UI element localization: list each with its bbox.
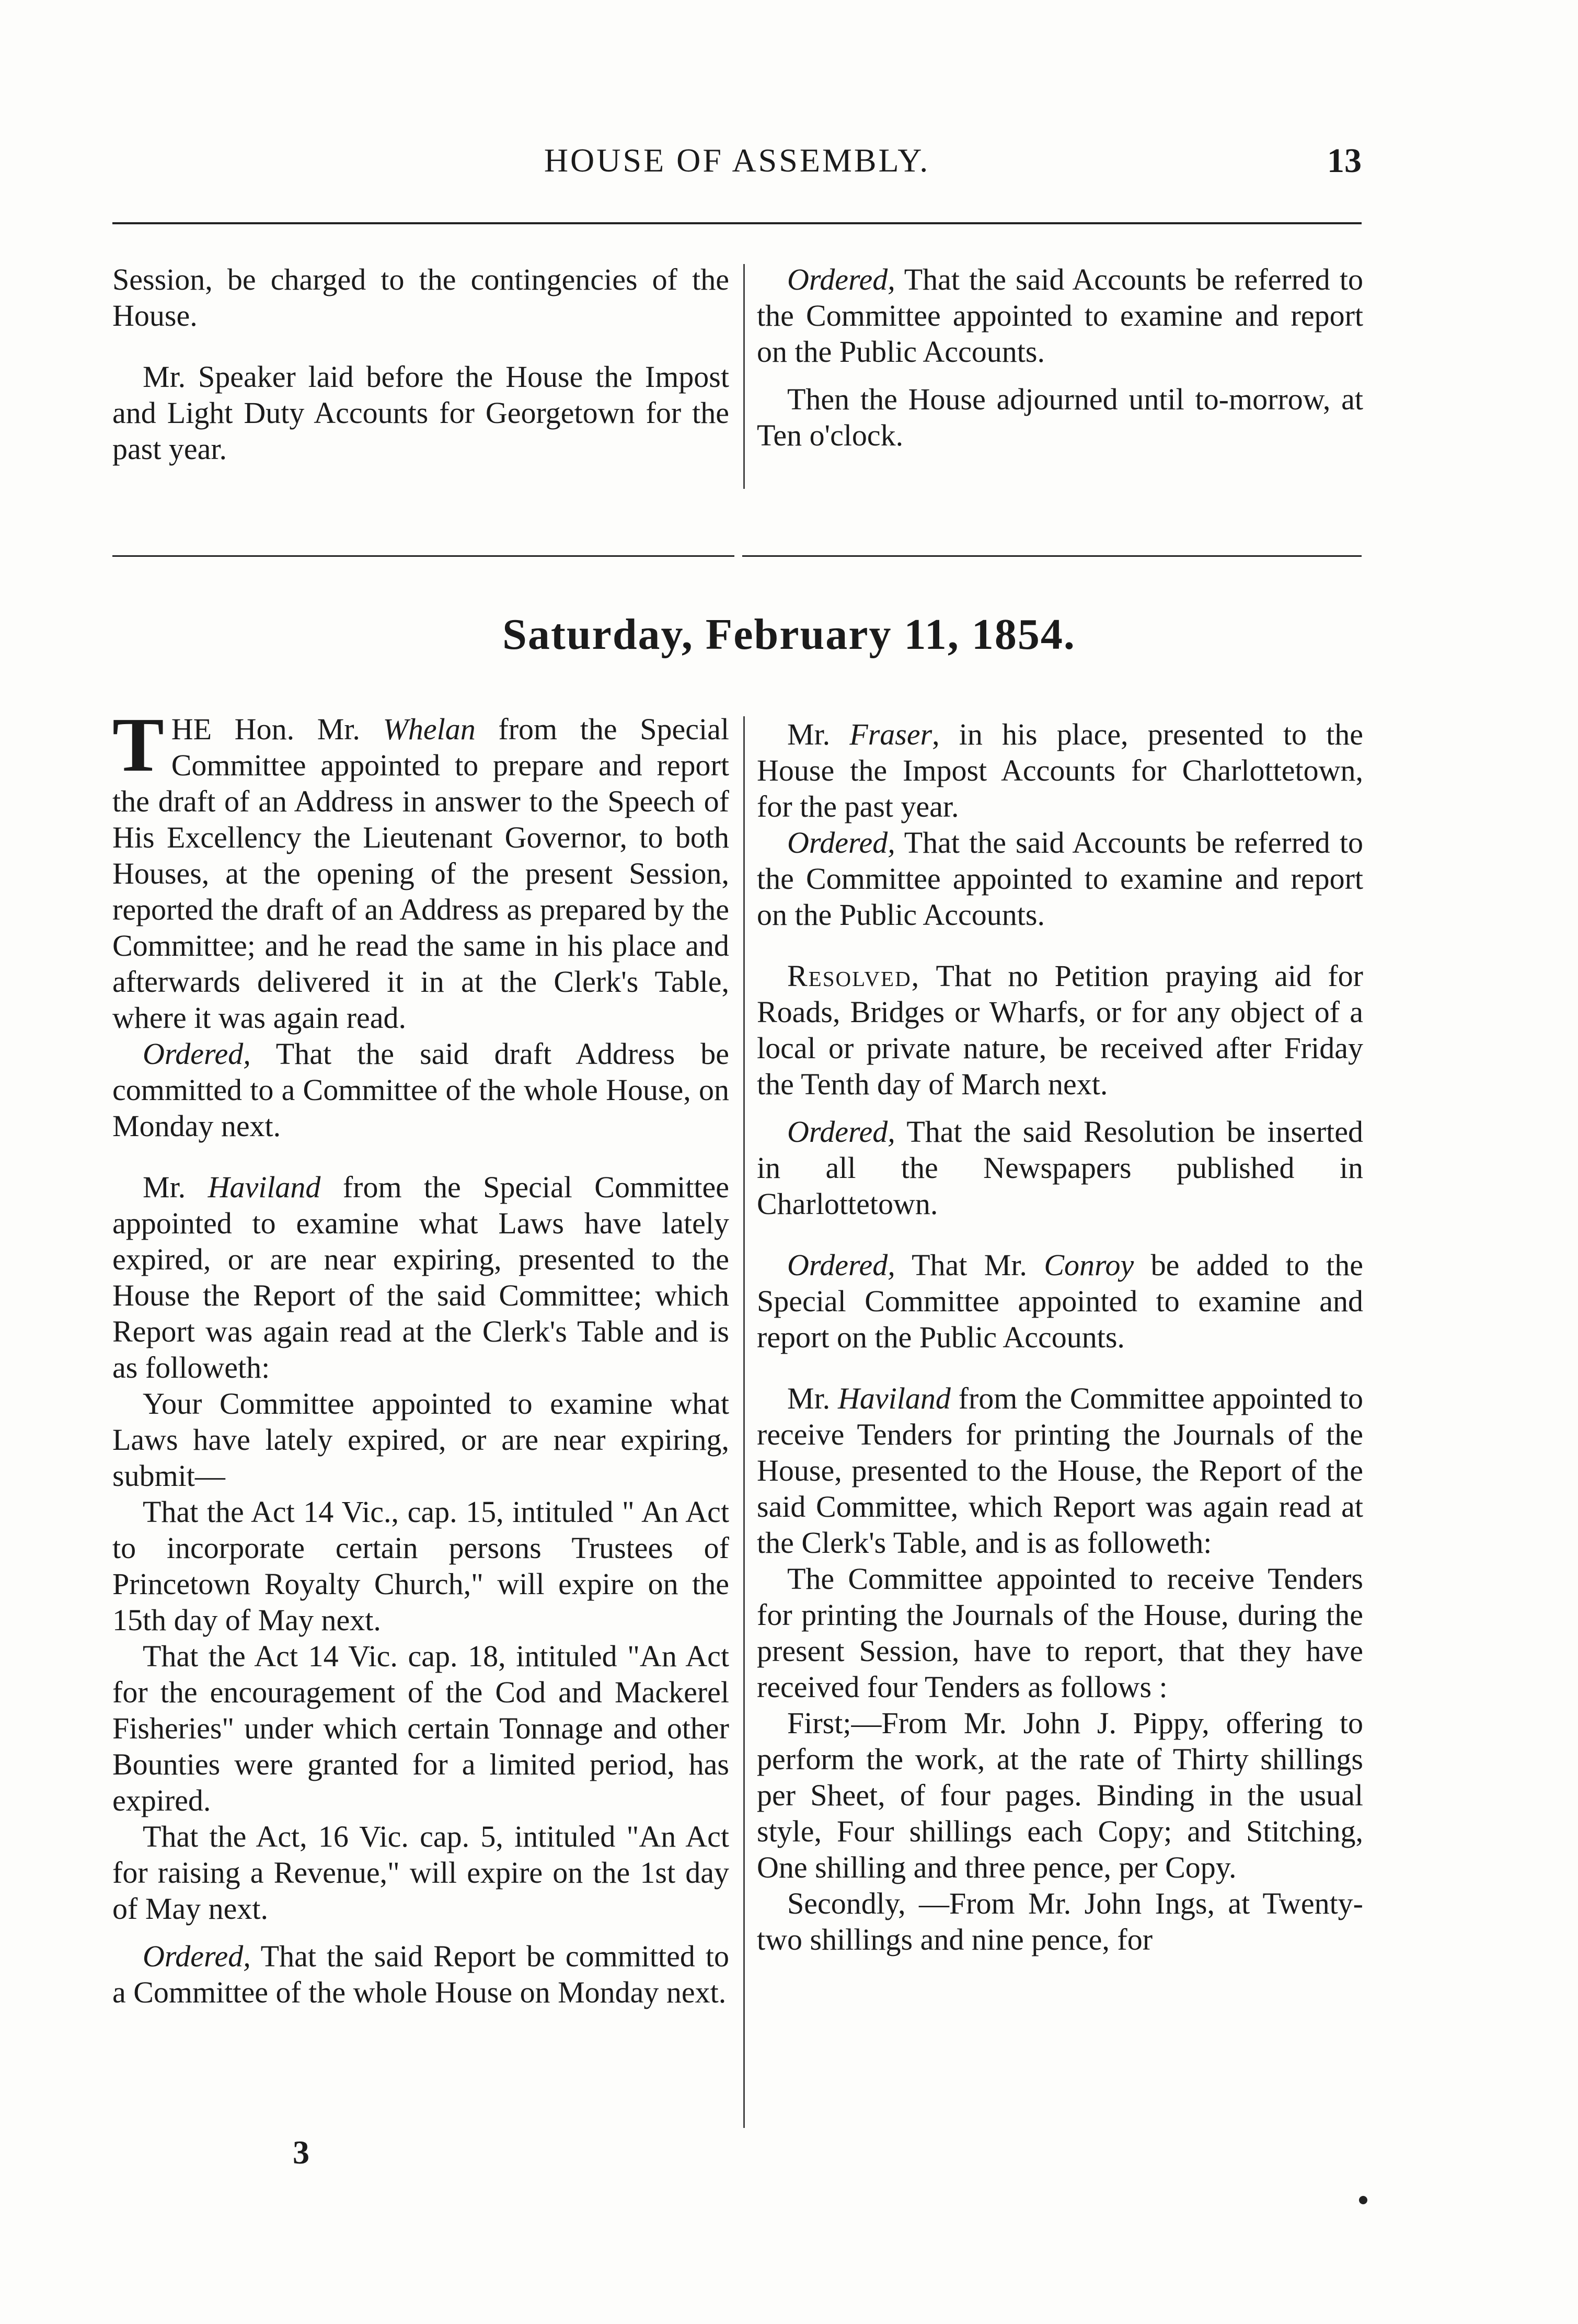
main-left-column xyxy=(112,702,730,2010)
tender-second: Secondly, —From Mr. John Ings, at Twenty-two shillings and nine pence, for xyxy=(757,1886,1363,1956)
text-run: HE Hon. Mr. xyxy=(171,712,383,746)
act-fisheries: That the Act 14 Vic. cap. 18, intituled "An Act for the encouragement of the Cod and Mackerel Fisheries" under which certain Tonnage and other Bounties were granted for a limited period, has expired. xyxy=(112,1639,729,1817)
ordered-text: That the said Accounts be referred to the Committee appointed to examine and report on the Public Accounts. xyxy=(757,826,1363,932)
top-left-column xyxy=(112,261,729,467)
act-revenue: That the Act, 16 Vic. cap. 5, intituled "An Act for raising a Revenue," will expire on the 1st day of May next. xyxy=(112,1819,729,1926)
ordered-text: That the said Resolution be inserted in all the Newspapers published in Charlottetown. xyxy=(757,1115,1363,1221)
address-report-text: from the Special Committee appointed to prepare and report the draft of an Address in answer to the Speech of His Excellency the Lieutenant Governor, to both Houses, at the opening of the present Session, reported the draft of an Address as prepared by the Committee; and he read the same in his place and afterwards delivered it in at the Clerk's Table, where it was again read. xyxy=(112,712,729,1035)
drop-cap: T xyxy=(112,702,164,788)
speaker-paragraph: Mr. Speaker laid before the House the Impost and Light Duty Accounts for Georgetown for the past year. xyxy=(112,360,729,466)
page-header xyxy=(112,141,1362,188)
adjourned-paragraph: Then the House adjourned until to-morrow, at Ten o'clock. xyxy=(757,382,1363,452)
ordered-text: That the said draft Address be committed to a Committee of the whole House, on Monday next. xyxy=(112,1037,729,1143)
member-name: Haviland xyxy=(837,1381,951,1415)
member-name: Conroy xyxy=(1044,1248,1134,1282)
ordered-label: Ordered, xyxy=(787,1115,895,1149)
tenders-report-text: from the Committee appointed to receive Tenders for printing the Journals of the House, presented to the House, the Report of the said Committee, which Report was again read at the Clerk's Table, and is as followeth: xyxy=(757,1381,1363,1560)
ordered-label: Ordered, xyxy=(787,1248,895,1282)
ordered-label: Ordered, xyxy=(143,1037,251,1071)
signature-mark: 3 xyxy=(293,2134,309,2171)
impost-text: , in his place, presented to the House the Impost Accounts for Charlottetown, for the past year. xyxy=(757,717,1363,823)
committee-submission: Your Committee appointed to examine what Laws have lately expired, or are near expiring, submit— xyxy=(112,1387,729,1493)
column-divider-main xyxy=(743,716,745,2128)
column-divider-top xyxy=(743,264,745,489)
member-name: Haviland xyxy=(208,1170,321,1204)
text-run: Mr. xyxy=(787,1381,838,1415)
header-rule xyxy=(112,222,1362,224)
member-name: Fraser xyxy=(849,717,932,751)
ordered-label: Ordered, xyxy=(787,826,895,860)
text-run: Mr. xyxy=(787,717,850,751)
laws-report-text: from the Special Committee appointed to examine what Laws have lately expired, or are near expiring, presented to the House the Report of the said Committee; which Report was again read at the Clerk's Table and is as followeth: xyxy=(112,1170,730,1384)
ordered-text: That the said Report be committed to a Committee of the whole House on Monday next. xyxy=(112,1939,729,2009)
running-title: HOUSE OF ASSEMBLY. xyxy=(544,142,930,179)
tender-first: First;—From Mr. John J. Pippy, offering to perform the work, at the rate of Thirty shillings per Sheet, of four pages. Binding in the usual style, Four shillings each Copy; and Stitching, One shilling and three pence, per Copy. xyxy=(757,1706,1363,1884)
continuation-paragraph: Session, be charged to the contingencies of the House. xyxy=(112,262,729,333)
ordered-text: be added to the Special Committee appointed to examine and report on the Public Accounts. xyxy=(757,1248,1363,1354)
text-run: That Mr. xyxy=(895,1248,1044,1282)
member-name: Whelan xyxy=(383,712,476,746)
ordered-label: Ordered, xyxy=(143,1939,251,1973)
ordered-label: Ordered, xyxy=(787,262,895,296)
page-number: 13 xyxy=(1327,142,1362,180)
section-rule-left xyxy=(112,555,734,557)
resolved-label: Resolved, xyxy=(787,959,920,993)
ink-speck xyxy=(1359,2196,1367,2204)
text-run: Mr. xyxy=(143,1170,208,1204)
tenders-committee-report: The Committee appointed to receive Tenders for printing the Journals of the House, during the present Session, have to report, that they have received four Tenders as follows : xyxy=(757,1562,1363,1704)
resolved-text: That no Petition praying aid for Roads, Bridges or Wharfs, or for any object of a local or private nature, be received after Friday the Tenth day of March next. xyxy=(757,959,1363,1101)
section-rule-right xyxy=(742,555,1362,557)
top-right-column xyxy=(757,261,1363,453)
act-princetown: That the Act 14 Vic., cap. 15, intituled " An Act to incorporate certain persons Trustees of Princetown Royalty Church," will expire on the 15th day of May next. xyxy=(112,1495,729,1637)
main-right-column xyxy=(757,716,1363,1957)
ordered-text: That the said Accounts be referred to the Committee appointed to examine and report on the Public Accounts. xyxy=(757,262,1363,369)
date-heading: Saturday, February 11, 1854. xyxy=(502,610,1076,659)
